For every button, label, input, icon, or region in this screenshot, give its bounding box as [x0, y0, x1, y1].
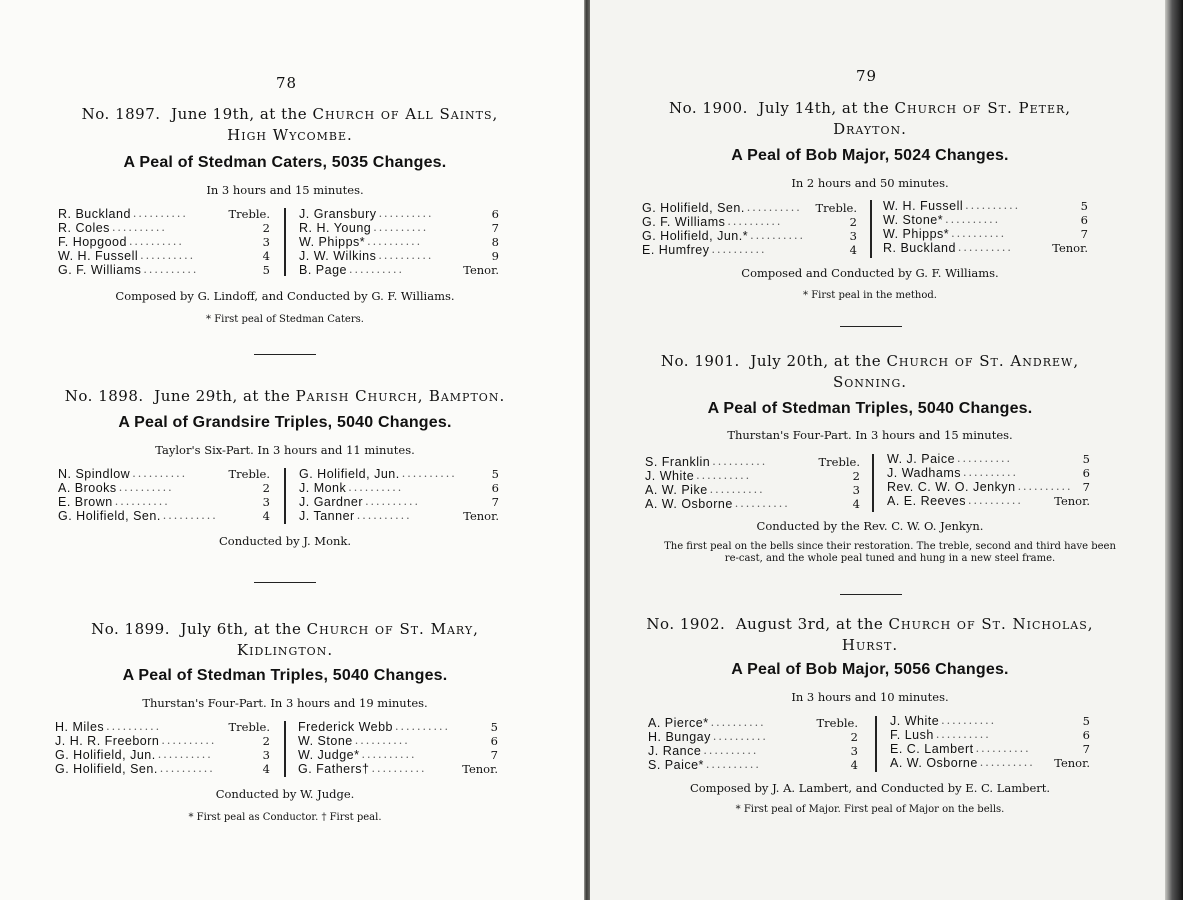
ringer-row: G. Fathers† .......... Tenor. [298, 762, 498, 776]
peal-conductor: Conducted by W. Judge. [215, 787, 355, 801]
peal-title: A Peal of Stedman Triples, 5040 Changes. [122, 667, 448, 684]
ringers-right [299, 467, 499, 523]
ringer-bell: 4 [262, 509, 270, 523]
ringer-row: S. Paice* .......... 4 [648, 758, 858, 772]
peal-church: Church of St. Peter, [894, 99, 1072, 117]
ringer-row: J. Wadhams .......... 6 [887, 466, 1090, 480]
ringer-name: W. H. Fussell [58, 249, 139, 263]
column-separator [870, 200, 872, 258]
ringer-row: N. Spindlow .......... Treble. [58, 467, 270, 481]
ringer-row: J. White .......... 2 [645, 469, 860, 483]
ringer-row: E. Brown .......... 3 [58, 495, 270, 509]
ringer-name: G. Holifield, Sen. [55, 762, 158, 776]
ringer-name: R. Buckland [58, 207, 131, 221]
peal-number: No. 1898. [64, 387, 144, 405]
ringer-bell: 4 [849, 243, 857, 257]
ringer-bell: Treble. [228, 720, 270, 734]
ringer-bell: 7 [1082, 480, 1090, 494]
peal-info: Thurstan's Four-Part. In 3 hours and 15 minutes. [727, 428, 1013, 442]
ringer-name: J. Wadhams [887, 466, 962, 480]
ringer-name: J. W. Wilkins [299, 249, 377, 263]
ringer-name: A. Pierce* [648, 716, 709, 730]
ringer-bell: 6 [1082, 466, 1090, 480]
ringer-name: B. Page [299, 263, 347, 277]
ringer-bell: 6 [491, 207, 499, 221]
ringers-left [648, 716, 858, 772]
ringer-bell: 3 [262, 235, 270, 249]
ringer-bell: 7 [490, 748, 498, 762]
ringers-left [58, 207, 270, 277]
column-separator [284, 208, 286, 276]
ringer-name: N. Spindlow [58, 467, 131, 481]
ringer-name: J. H. R. Freeborn [55, 734, 160, 748]
peal-date: July 6th, at the [180, 620, 302, 638]
peal-heading [610, 98, 1130, 140]
peal-footnote: The first peal on the bells since their restoration. The treble, second and third have been re-cast, and the whole peal tuned and hung in a new steel frame. [664, 541, 1116, 564]
ringer-row: G. Holifield, Jun. .......... 5 [299, 467, 499, 481]
ringer-row: W. Phipps* .......... 7 [883, 227, 1088, 241]
peal-place: Kidlington. [236, 641, 334, 659]
ringer-name: S. Franklin [645, 455, 711, 469]
ringer-bell: Treble. [228, 207, 270, 221]
peal-church: Church of St. Andrew, [886, 352, 1080, 370]
ringer-row: J. Tanner .......... Tenor. [299, 509, 499, 523]
ringer-bell: 2 [849, 215, 857, 229]
ringer-name: W. Judge* [298, 748, 360, 762]
ringer-bell: 6 [1080, 213, 1088, 227]
peal-church: Parish Church, [295, 387, 424, 405]
peal-church: Church of St. Mary, [306, 620, 479, 638]
ringer-bell: Tenor. [1054, 756, 1090, 770]
ringers-left [55, 720, 270, 776]
ringer-bell: Treble. [228, 467, 270, 481]
peal-title: A Peal of Grandsire Triples, 5040 Changes. [118, 414, 452, 431]
peal-conductor: Composed by J. A. Lambert, and Conducted by E. C. Lambert. [689, 781, 1051, 795]
ringers-left [58, 467, 270, 523]
ringer-name: A. Brooks [58, 481, 117, 495]
ringer-bell: Treble. [818, 455, 860, 469]
ringer-name: J. Monk [299, 481, 347, 495]
ringer-bell: 7 [491, 221, 499, 235]
peal-place: Sonning. [832, 373, 908, 391]
ringer-name: G. Holifield, Jun. [299, 467, 400, 481]
ringer-bell: 3 [852, 483, 860, 497]
ringer-name: G. F. Williams [58, 263, 142, 277]
ringer-row: G. Holifield, Sen. .......... 4 [58, 509, 270, 523]
ringer-bell: 5 [490, 720, 498, 734]
ringer-bell: 3 [262, 748, 270, 762]
ringer-row: E. Humfrey .......... 4 [642, 243, 857, 257]
peal-number: No. 1897. [81, 105, 161, 123]
left-page [0, 0, 584, 900]
peal-date: June 19th, at the [171, 105, 308, 123]
ringer-bell: 7 [1080, 227, 1088, 241]
ringer-name: A. E. Reeves [887, 494, 966, 508]
ringer-bell: 6 [1082, 728, 1090, 742]
ringer-bell: 2 [262, 734, 270, 748]
ringer-row: E. C. Lambert .......... 7 [890, 742, 1090, 756]
peal-number: No. 1902. [646, 615, 726, 633]
peal-title: A Peal of Stedman Triples, 5040 Changes. [707, 400, 1033, 417]
section-rule [840, 594, 902, 595]
ringer-bell: 5 [1082, 452, 1090, 466]
peal-heading [610, 351, 1130, 393]
ringers-right [299, 207, 499, 277]
ringer-bell: 5 [262, 263, 270, 277]
section-rule [254, 354, 316, 355]
peal-date: August 3rd, at the [735, 615, 884, 633]
peal-conductor: Composed and Conducted by G. F. Williams. [741, 266, 999, 280]
ringer-bell: 2 [262, 221, 270, 235]
ringers-left [645, 455, 860, 511]
peal-place: Bampton. [428, 387, 506, 405]
ringer-name: J. Tanner [299, 509, 355, 523]
peal-date: July 20th, at the [750, 352, 882, 370]
ringer-name: F. Hopgood [58, 235, 127, 249]
right-page [590, 0, 1165, 900]
ringer-name: W. Stone [298, 734, 353, 748]
ringer-bell: 5 [1080, 199, 1088, 213]
ringer-bell: 3 [850, 744, 858, 758]
ringer-row: W. Stone .......... 6 [298, 734, 498, 748]
ringer-bell: Treble. [816, 716, 858, 730]
ringer-row: J. Rance .......... 3 [648, 744, 858, 758]
ringer-row: W. Judge* .......... 7 [298, 748, 498, 762]
ringer-name: E. Brown [58, 495, 113, 509]
ringer-row: J. White .......... 5 [890, 714, 1090, 728]
ringer-row: G. Holifield, Sen. .......... Treble. [642, 201, 857, 215]
ringer-row: F. Hopgood .......... 3 [58, 235, 270, 249]
ringer-row: R. Buckland .......... Tenor. [883, 241, 1088, 255]
ringer-name: J. Rance [648, 744, 702, 758]
peal-heading [30, 619, 540, 661]
ringer-bell: 4 [262, 249, 270, 263]
ringer-name: W. Stone* [883, 213, 944, 227]
ringer-name: G. Fathers† [298, 762, 370, 776]
ringer-bell: 7 [1082, 742, 1090, 756]
ringer-name: Frederick Webb [298, 720, 393, 734]
ringer-name: F. Lush [890, 728, 934, 742]
ringer-name: G. Holifield, Sen. [642, 201, 745, 215]
column-separator [872, 454, 874, 512]
peal-date: July 14th, at the [758, 99, 890, 117]
ringer-row: R. Buckland .......... Treble. [58, 207, 270, 221]
ringer-bell: 4 [262, 762, 270, 776]
ringer-name: J. Gransbury [299, 207, 377, 221]
ringer-bell: 4 [850, 758, 858, 772]
ringer-row: G. Holifield, Jun. .......... 3 [55, 748, 270, 762]
peal-number: No. 1900. [668, 99, 748, 117]
ringer-name: R. Buckland [883, 241, 956, 255]
peal-title: A Peal of Bob Major, 5024 Changes. [731, 147, 1009, 164]
peal-heading [610, 614, 1130, 656]
ringer-row: F. Lush .......... 6 [890, 728, 1090, 742]
ringer-name: G. Holifield, Jun. [55, 748, 156, 762]
ringer-bell: Tenor. [1054, 494, 1090, 508]
peal-title: A Peal of Stedman Caters, 5035 Changes. [123, 154, 447, 171]
ringer-name: R. H. Young [299, 221, 372, 235]
ringer-name: J. White [890, 714, 940, 728]
peal-number: No. 1899. [91, 620, 170, 638]
ringer-bell: 2 [852, 469, 860, 483]
peal-footnote: * First peal of Major. First peal of Major on the bells. [735, 804, 1005, 815]
ringer-row: W. H. Fussell .......... 4 [58, 249, 270, 263]
ringer-row: W. Stone* .......... 6 [883, 213, 1088, 227]
peal-heading [40, 104, 540, 146]
ringer-row: J. Gransbury .......... 6 [299, 207, 499, 221]
peal-place: Hurst. [841, 636, 899, 654]
ringer-name: G. Holifield, Sen. [58, 509, 161, 523]
ringer-name: H. Miles [55, 720, 105, 734]
ringer-row: R. Coles .......... 2 [58, 221, 270, 235]
ringer-name: W. J. Paice [887, 452, 956, 466]
ringer-bell: 8 [491, 235, 499, 249]
column-separator [875, 716, 877, 772]
page-number: 78 [276, 74, 298, 92]
ringer-name: G. Holifield, Jun.* [642, 229, 749, 243]
ringer-row: A. W. Osborne .......... Tenor. [890, 756, 1090, 770]
ringer-row: A. E. Reeves .......... Tenor. [887, 494, 1090, 508]
ringer-bell: 9 [491, 249, 499, 263]
ringer-bell: 5 [491, 467, 499, 481]
section-rule [840, 326, 902, 327]
ringer-row: A. W. Pike .......... 3 [645, 483, 860, 497]
column-separator [284, 721, 286, 777]
peal-heading [30, 386, 540, 407]
ringer-name: E. Humfrey [642, 243, 710, 257]
peal-conductor: Composed by G. Lindoff, and Conducted by G. F. Williams. [115, 289, 455, 303]
ringer-row: Rev. C. W. O. Jenkyn .......... 7 [887, 480, 1090, 494]
ringer-row: G. F. Williams .......... 5 [58, 263, 270, 277]
peal-footnote: * First peal as Conductor. † First peal. [188, 812, 382, 823]
ringer-row: G. Holifield, Sen. .......... 4 [55, 762, 270, 776]
ringer-row: B. Page .......... Tenor. [299, 263, 499, 277]
ringer-row: G. F. Williams .......... 2 [642, 215, 857, 229]
ringer-name: W. Phipps* [299, 235, 366, 249]
ringer-bell: Tenor. [462, 762, 498, 776]
ringer-bell: 2 [262, 481, 270, 495]
column-separator [284, 468, 286, 524]
peal-place: Drayton. [833, 120, 907, 138]
ringers-right [890, 714, 1090, 770]
ringer-row: Frederick Webb .......... 5 [298, 720, 498, 734]
ringer-name: E. C. Lambert [890, 742, 974, 756]
peal-info: Thurstan's Four-Part. In 3 hours and 19 minutes. [142, 696, 428, 710]
ringer-name: Rev. C. W. O. Jenkyn [887, 480, 1016, 494]
ringer-name: A. W. Osborne [645, 497, 733, 511]
ringer-name: J. White [645, 469, 695, 483]
ringer-row: J. W. Wilkins .......... 9 [299, 249, 499, 263]
ringers-right [887, 452, 1090, 508]
ringer-row: H. Miles .......... Treble. [55, 720, 270, 734]
ringer-name: W. H. Fussell [883, 199, 964, 213]
peal-church: Church of All Saints, [312, 105, 499, 123]
peal-place: High Wycombe. [227, 126, 353, 144]
ringer-row: R. H. Young .......... 7 [299, 221, 499, 235]
peal-date: June 29th, at the [154, 387, 291, 405]
ringer-name: A. W. Osborne [890, 756, 978, 770]
peal-footnote: * First peal of Stedman Caters. [206, 314, 364, 325]
book-edge [1165, 0, 1183, 900]
ringer-bell: 3 [262, 495, 270, 509]
ringers-left [642, 201, 857, 257]
ringer-bell: 4 [852, 497, 860, 511]
ringer-row: A. Brooks .......... 2 [58, 481, 270, 495]
page-number: 79 [856, 67, 878, 85]
ringer-bell: 2 [850, 730, 858, 744]
ringer-name: H. Bungay [648, 730, 711, 744]
ringer-row: J. Monk .......... 6 [299, 481, 499, 495]
ringer-row: A. W. Osborne .......... 4 [645, 497, 860, 511]
ringer-row: S. Franklin .......... Treble. [645, 455, 860, 469]
ringer-bell: 3 [849, 229, 857, 243]
ringer-row: G. Holifield, Jun.* .......... 3 [642, 229, 857, 243]
ringer-name: S. Paice* [648, 758, 704, 772]
ringer-bell: 6 [491, 481, 499, 495]
ringer-bell: 6 [490, 734, 498, 748]
ringer-row: W. Phipps* .......... 8 [299, 235, 499, 249]
peal-number: No. 1901. [660, 352, 740, 370]
ringer-row: J. H. R. Freeborn .......... 2 [55, 734, 270, 748]
peal-conductor: Conducted by J. Monk. [218, 534, 352, 548]
ringer-row: W. H. Fussell .......... 5 [883, 199, 1088, 213]
ringer-name: A. W. Pike [645, 483, 708, 497]
ringer-name: R. Coles [58, 221, 110, 235]
ringer-name: G. F. Williams [642, 215, 726, 229]
ringer-row: A. Pierce* .......... Treble. [648, 716, 858, 730]
ringer-bell: Treble. [815, 201, 857, 215]
ringer-name: J. Gardner [299, 495, 364, 509]
ringer-bell: Tenor. [463, 509, 499, 523]
ringer-row: W. J. Paice .......... 5 [887, 452, 1090, 466]
peal-info: In 3 hours and 10 minutes. [791, 690, 949, 704]
peal-title: A Peal of Bob Major, 5056 Changes. [731, 661, 1009, 678]
peal-footnote: * First peal in the method. [803, 290, 937, 301]
section-rule [254, 582, 316, 583]
ringer-name: W. Phipps* [883, 227, 950, 241]
peal-info: In 3 hours and 15 minutes. [206, 183, 364, 197]
peal-info: Taylor's Six-Part. In 3 hours and 11 minutes. [155, 443, 415, 457]
ringer-bell: Tenor. [463, 263, 499, 277]
ringer-bell: 5 [1082, 714, 1090, 728]
ringers-right [883, 199, 1088, 255]
ringer-bell: Tenor. [1052, 241, 1088, 255]
ringers-right [298, 720, 498, 776]
peal-church: Church of St. Nicholas, [888, 615, 1094, 633]
ringer-row: J. Gardner .......... 7 [299, 495, 499, 509]
peal-info: In 2 hours and 50 minutes. [791, 176, 949, 190]
peal-conductor: Conducted by the Rev. C. W. O. Jenkyn. [756, 519, 984, 533]
ringer-bell: 7 [491, 495, 499, 509]
ringer-row: H. Bungay .......... 2 [648, 730, 858, 744]
